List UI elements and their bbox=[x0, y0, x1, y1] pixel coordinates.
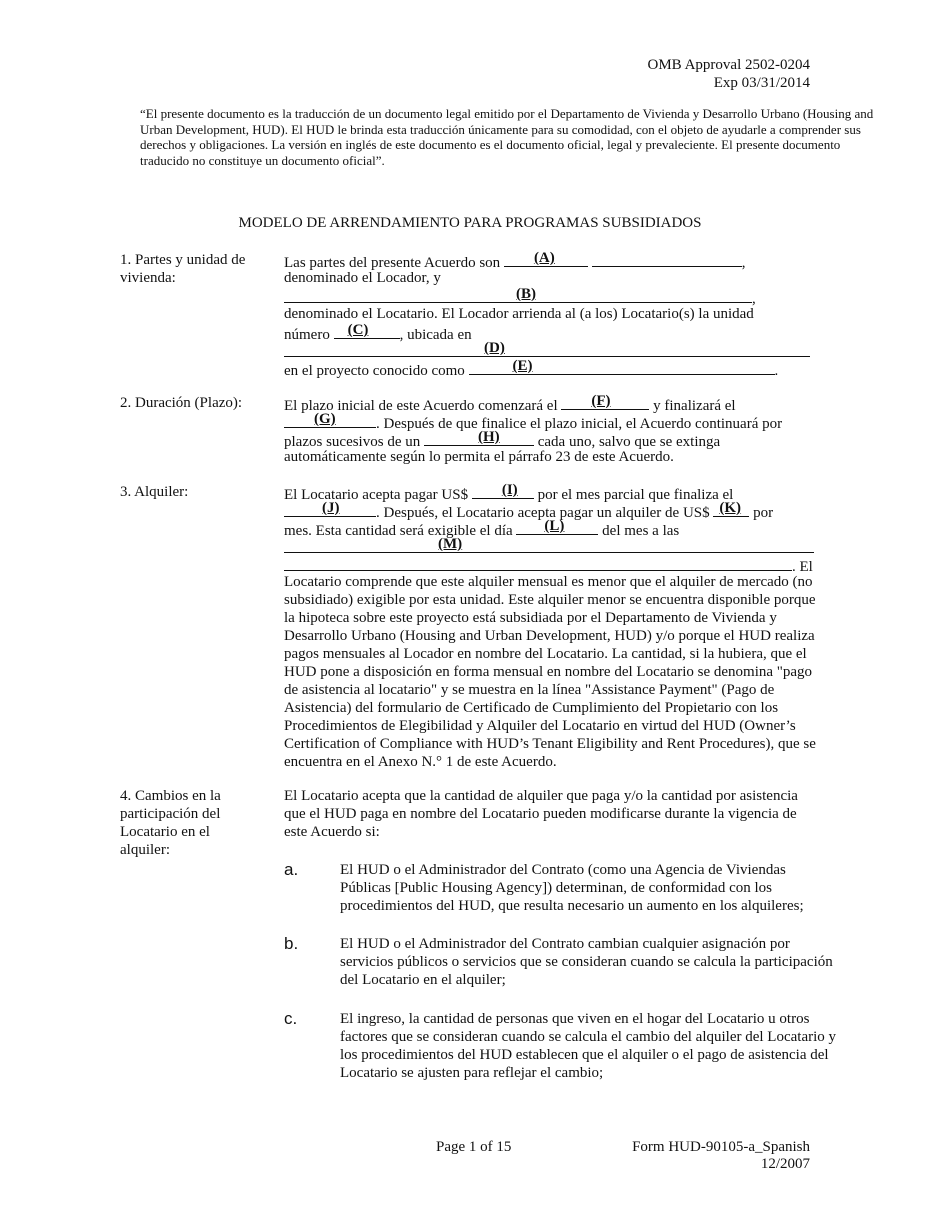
field-i-label: (I) bbox=[501, 482, 518, 498]
field-i[interactable] bbox=[472, 483, 534, 499]
page-number: Page 1 of 15 bbox=[436, 1139, 512, 1155]
s1-text: número bbox=[284, 327, 330, 343]
field-j[interactable] bbox=[284, 501, 376, 517]
field-k-label: (K) bbox=[719, 500, 742, 516]
s3-text: mes. Esta cantidad será exigible el día bbox=[284, 523, 513, 539]
section-2-label: 2. Duración (Plazo): bbox=[120, 395, 243, 411]
omb-number: OMB Approval 2502-0204 bbox=[647, 57, 810, 73]
field-l[interactable] bbox=[516, 519, 598, 535]
s1-text: denominado el Locador, y bbox=[284, 270, 441, 286]
field-l-label: (L) bbox=[544, 518, 565, 534]
item-a-text: El HUD o el Administrador del Contrato (como una Agencia de Viviendas Públicas [Public Housing Agency]) determinan, de conformidad con los procedimientos del HUD, que resulta necesario un aumento en los alquileres; bbox=[340, 862, 804, 914]
field-b-label: (B) bbox=[516, 286, 536, 302]
section-1-body bbox=[284, 251, 824, 377]
field-d-label: (D) bbox=[484, 340, 505, 356]
s1-text: Las partes del presente Acuerdo son bbox=[284, 255, 501, 271]
section-3-body bbox=[284, 483, 824, 771]
field-c-label: (C) bbox=[347, 322, 369, 338]
comma: , bbox=[752, 291, 756, 307]
section-3-label: 3. Alquiler: bbox=[120, 484, 189, 500]
item-b-text: El HUD o el Administrador del Contrato cambian cualquier asignación por servicios públicos o servicios que se consideran cuando se calcula la participación del Locatario en el alquiler; bbox=[340, 936, 833, 988]
form-number: Form HUD-90105-a_Spanish bbox=[632, 1139, 810, 1155]
period: . bbox=[774, 363, 779, 379]
s2-text: cada uno, salvo que se extinga bbox=[537, 434, 721, 450]
field-c[interactable] bbox=[334, 323, 400, 339]
s2-text: . Después de que finalice el plazo inicial, el Acuerdo continuará por bbox=[376, 416, 783, 432]
field-h-label: (H) bbox=[477, 429, 500, 445]
field-k[interactable] bbox=[713, 501, 749, 517]
s2-text: El plazo inicial de este Acuerdo comenzará el bbox=[284, 398, 558, 414]
item-c-text: El ingreso, la cantidad de personas que viven en el hogar del Locatario u otros factores que se consideran cuando se calcula el cambio del alquiler del Locatario y los procedimientos del HUD establecen que el alquiler o el pago de asistencia del Locatario se ajusten para reflejar el cambio; bbox=[340, 1011, 837, 1081]
s3-text: . El bbox=[792, 559, 813, 575]
s2-text: y finalizará el bbox=[653, 398, 736, 414]
s3-text: del mes a las bbox=[602, 523, 680, 539]
section-2-body bbox=[284, 394, 824, 466]
translation-notice: “El presente documento es la traducción de un documento legal emitido por el Departamento de Vivienda y Desarrollo Urbano (Housing and Urban Development, HUD). El HUD le brinda esta traducción únicamente para su comodidad, con el objeto de ayudarle a comprender sus derechos y obligaciones. La versión en inglés de este documento es el documento oficial, legal y prevaleciente. El presente documento traducido no constituye un documento oficial”. bbox=[140, 106, 874, 168]
field-e-label: (E) bbox=[512, 358, 533, 374]
field-f[interactable] bbox=[561, 394, 649, 410]
field-a-ext[interactable] bbox=[592, 251, 742, 267]
section-4-label: 4. Cambios en la participación del Locatario en el alquiler: bbox=[120, 788, 221, 858]
s3-text: . Después, el Locatario acepta pagar un alquiler de US$ bbox=[376, 505, 710, 521]
field-a-label: (A) bbox=[533, 250, 555, 266]
s3-paragraph: Locatario comprende que este alquiler mensual es menor que el alquiler de mercado (no subsidiado) exigible por esta unidad. Este alquiler menor se encuentra disponible porque la hipoteca sobre este proyecto está subsidiada por el Departamento de Vivienda y Desarrollo Urbano (Housing and Urban Development, HUD) y/o porque el HUD realiza pagos mensuales al Locador en nombre del Locatario. La cantidad, si la hubiera, que el HUD pone a disposición en forma mensual en nombre del Locatario se denomina "pago de asistencia al locatario" y se muestra en la línea "Assistance Payment" (Pago de Asistencia) del formulario de Certificado de Cumplimiento del Propietario con los Procedimientos de Elegibilidad y Alquiler del Locatario en virtud del HUD (Owner’s Certification of Compliance with HUD’s Tenant Eligibility and Rent Procedures), que se encuentra en el Anexo N.° 1 de este Acuerdo. bbox=[284, 574, 816, 770]
field-m[interactable] bbox=[284, 537, 814, 553]
section-4-intro: El Locatario acepta que la cantidad de alquiler que paga y/o la cantidad por asistencia que el HUD paga en nombre del Locatario pueden modificarse durante la vigencia de este Acuerdo si: bbox=[284, 788, 798, 840]
field-m-label: (M) bbox=[438, 536, 463, 552]
omb-expiration: Exp 03/31/2014 bbox=[713, 75, 810, 91]
field-a[interactable] bbox=[504, 251, 588, 267]
field-b[interactable] bbox=[284, 287, 752, 303]
field-j-label: (J) bbox=[322, 500, 340, 516]
s3-text: por bbox=[753, 505, 774, 521]
omb-approval bbox=[648, 56, 811, 92]
s1-text: , ubicada en bbox=[399, 327, 472, 343]
form-date: 12/2007 bbox=[760, 1156, 810, 1172]
item-b-letter: b. bbox=[284, 934, 299, 953]
item-c-letter: c. bbox=[284, 1009, 298, 1028]
field-f-label: (F) bbox=[591, 393, 611, 409]
s1-text: en el proyecto conocido como bbox=[284, 363, 465, 379]
field-g[interactable] bbox=[284, 412, 376, 428]
s2-text: automáticamente según lo permita el párrafo 23 de este Acuerdo. bbox=[284, 449, 674, 465]
comma: , bbox=[741, 255, 746, 271]
field-m-ext[interactable] bbox=[284, 555, 792, 571]
field-e[interactable] bbox=[469, 359, 775, 375]
s2-text: plazos sucesivos de un bbox=[284, 434, 421, 450]
s3-text: El Locatario acepta pagar US$ bbox=[284, 487, 469, 503]
s1-text: denominado el Locatario. El Locador arrienda al (a los) Locatario(s) la unidad bbox=[284, 306, 754, 322]
field-g-label: (G) bbox=[314, 411, 336, 427]
item-a-letter: a. bbox=[284, 860, 299, 879]
form-id bbox=[632, 1139, 810, 1173]
page-title: MODELO DE ARRENDAMIENTO PARA PROGRAMAS SUBSIDIADOS bbox=[238, 215, 702, 231]
section-1-label: 1. Partes y unidad de vivienda: bbox=[120, 252, 246, 286]
field-h[interactable] bbox=[424, 430, 534, 446]
s3-text: por el mes parcial que finaliza el bbox=[537, 487, 734, 503]
field-d[interactable] bbox=[284, 341, 810, 357]
